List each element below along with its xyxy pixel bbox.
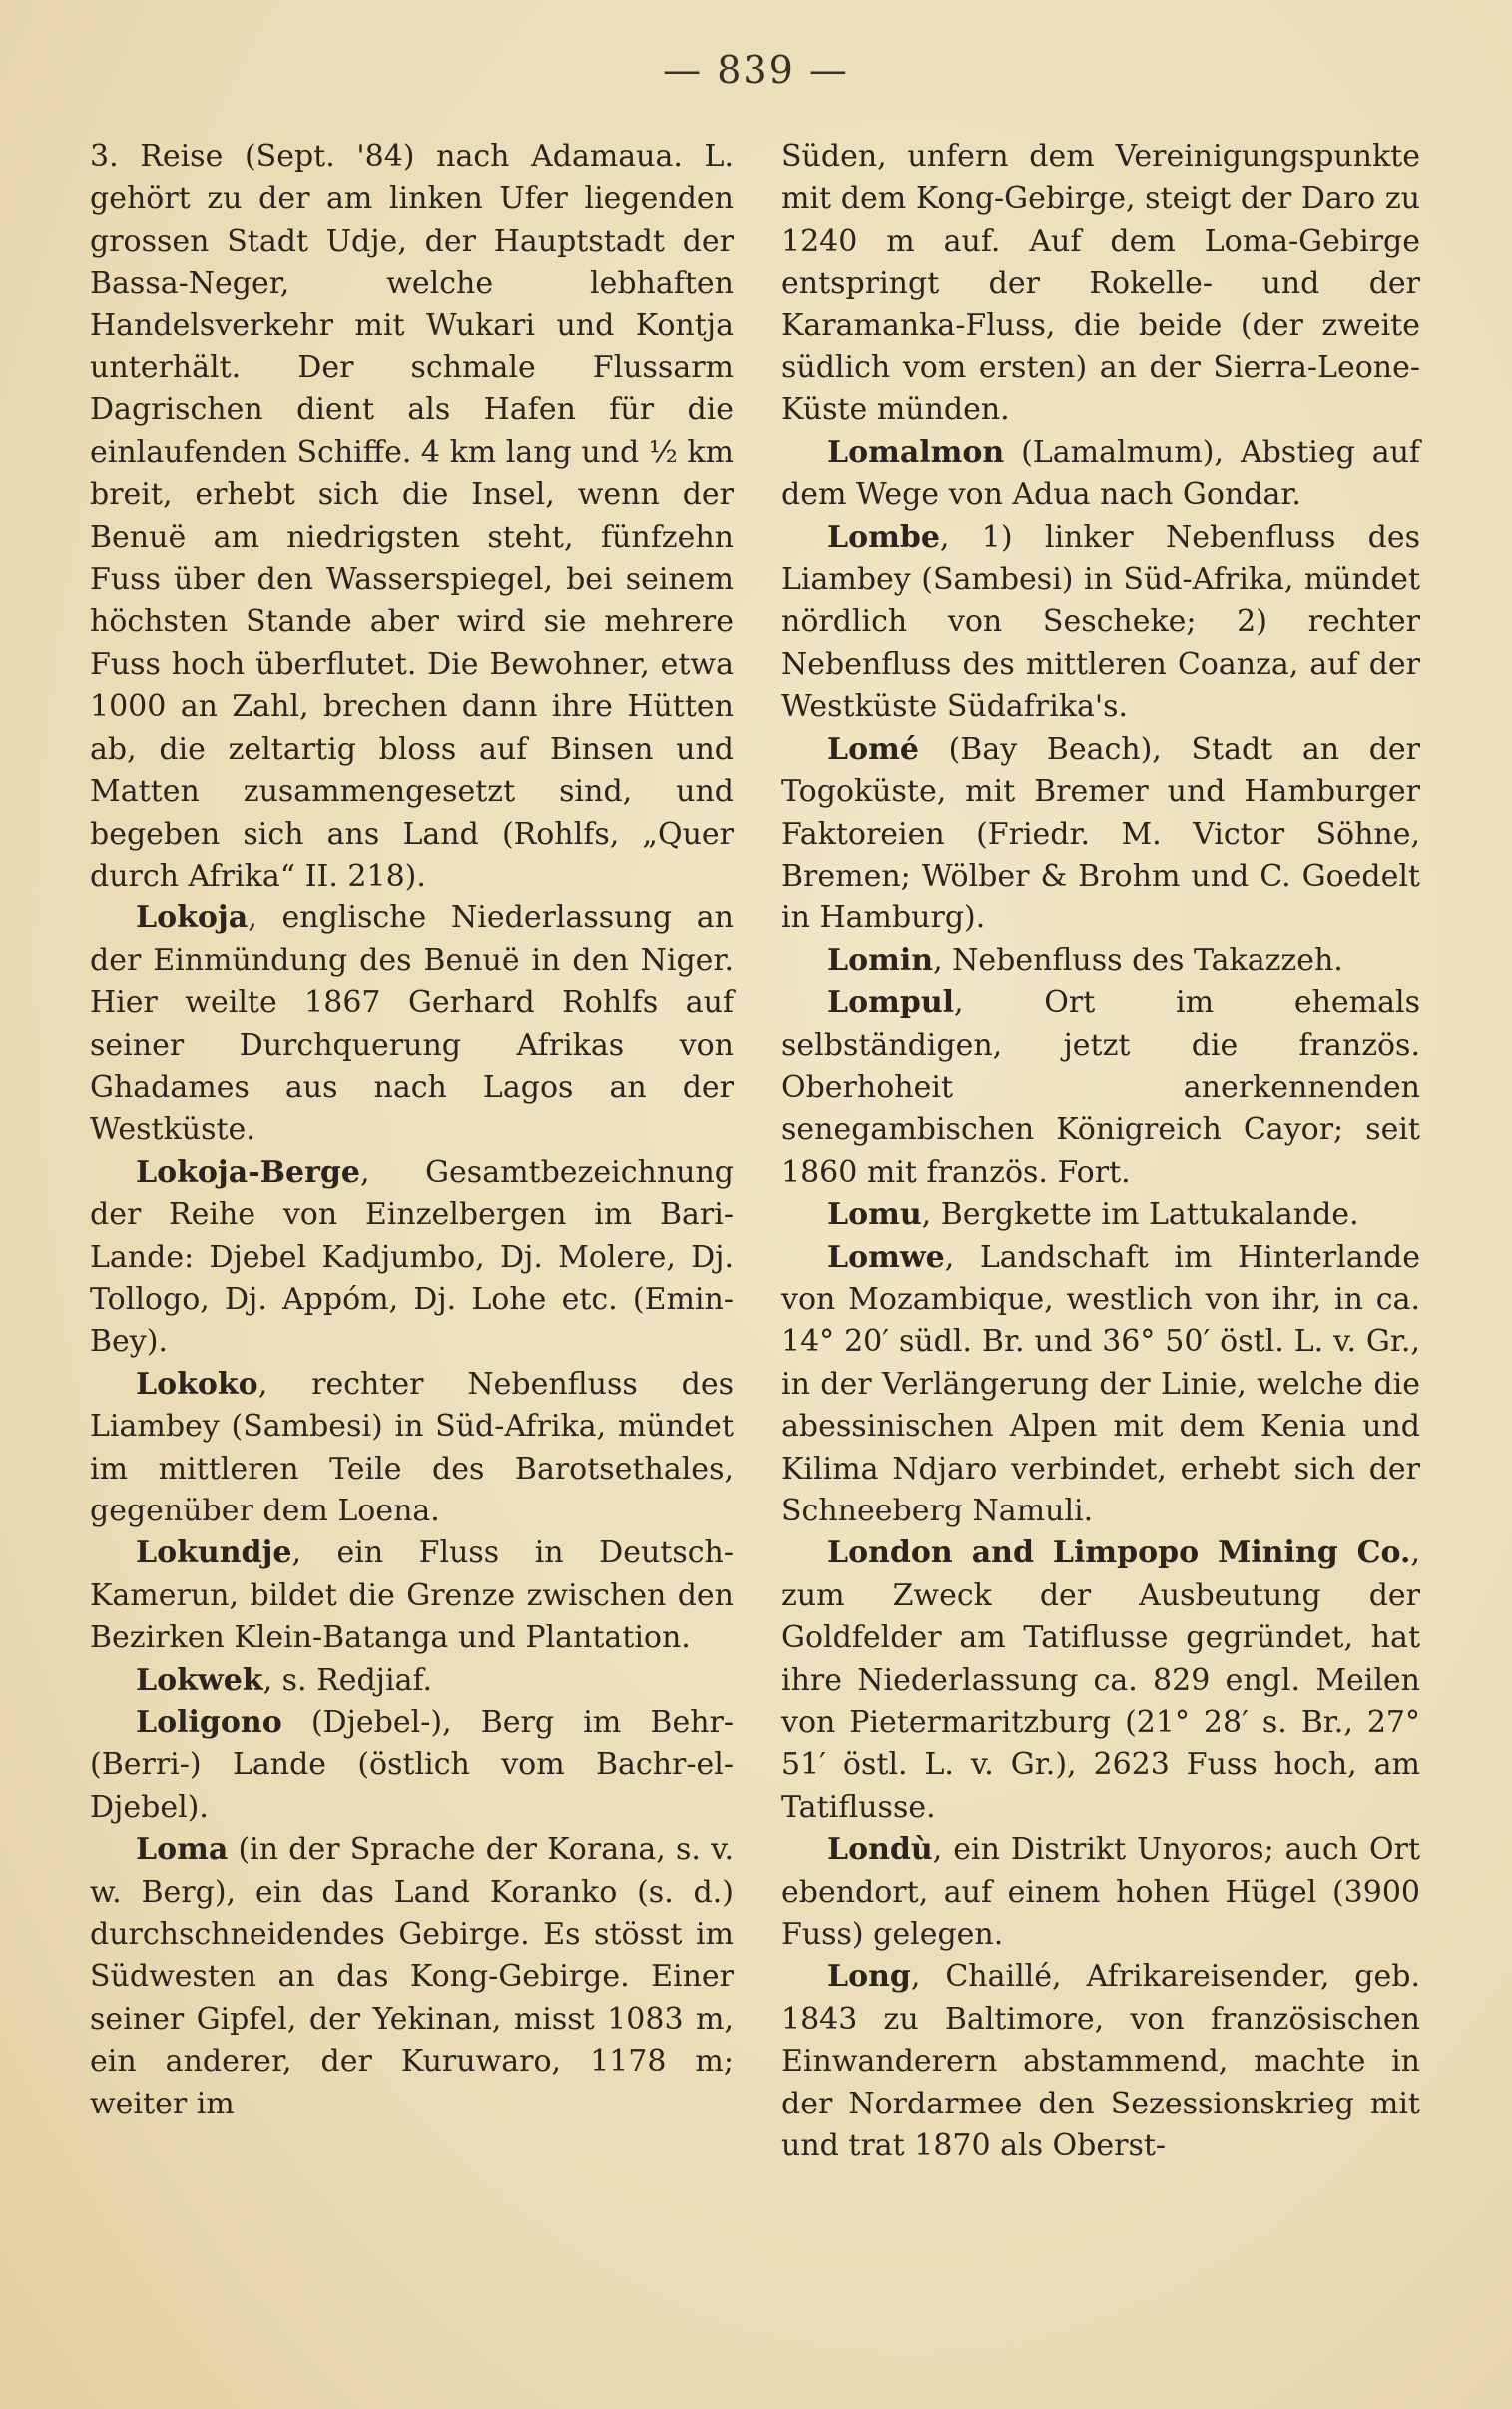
lemma: Lokoja bbox=[136, 901, 249, 936]
left-column bbox=[90, 136, 734, 2125]
entry-lomalmon: Lomalmon (Lamalmum), Abstieg auf dem Wege von Adua nach Gondar. bbox=[781, 434, 1420, 513]
lemma: Long bbox=[827, 1959, 911, 1995]
lemma: London and Limpopo Mining Co. bbox=[827, 1535, 1411, 1571]
right-column bbox=[781, 136, 1420, 2168]
entry-lokundje: Lokundje, ein Fluss in Deutsch-Kamerun, bildet die Grenze zwischen den Bezirken Klein-Batanga und Plantation. bbox=[90, 1535, 734, 1656]
entry-loligono: Loligono (Djebel-), Berg im Behr-(Berri-) Lande (östlich vom Bachr-el-Djebel). bbox=[90, 1705, 734, 1825]
lemma: Lomalmon bbox=[827, 434, 1005, 470]
entry-lompul: Lompul, Ort im ehemals selbständigen, jetzt die französ. Oberhoheit anerkennenden senegambischen Königreich Cayor; seit 1860 mit französ. Fort. bbox=[781, 985, 1420, 1190]
entry-lomwe: Lomwe, Landschaft im Hinterlande von Mozambique, westlich von ihr, in ca. 14° 20′ südl. Br. und 36° 50′ östl. L. v. Gr., in der Verlängerung der Linie, welche die abessinischen Alpen mit dem Kenia und Kilima Ndjaro verbindet, erhebt sich der Schneeberg Namuli. bbox=[781, 1239, 1420, 1528]
entry-lokoko: Lokoko, rechter Nebenfluss des Liambey (Sambesi) in Süd-Afrika, mündet im mittleren Teile des Barotsethales, gegenüber dem Loena. bbox=[90, 1366, 734, 1528]
entry-lokoja-berge: Lokoja-Berge, Gesamtbezeichnung der Reihe von Einzelbergen im Bari-Lande: Djebel Kadjumbo, Dj. Molere, Dj. Tollogo, Dj. Appóm, Dj. Lohe etc. (Emin-Bey). bbox=[90, 1154, 734, 1360]
lemma: Lokwek bbox=[136, 1662, 263, 1698]
entry-loma: Loma (in der Sprache der Korana, s. v. w. Berg), ein das Land Koranko (s. d.) durchschneidendes Gebirge. Es stösst im Südwesten an das Kong-Gebirge. Einer seiner Gipfel, der Yekinan, misst 1083 m, ein anderer, der Kuruwaro, 1178 m; weiter im bbox=[90, 1832, 734, 2121]
entry-lomu: Lomu, Bergkette im Lattukalande. bbox=[827, 1197, 1359, 1233]
lemma: Lompul bbox=[827, 985, 955, 1021]
entry-lome: Lomé (Bay Beach), Stadt an der Togoküste, mit Bremer und Hamburger Faktoreien (Friedr. M. Victor Söhne, Bremen; Wölber & Brohm und C. Goedelt in Hamburg). bbox=[781, 731, 1420, 936]
entry-lombe: Lombe, 1) linker Nebenfluss des Liambey (Sambesi) in Süd-Afrika, mündet nördlich von Sescheke; 2) rechter Nebenfluss des mittleren Coanza, auf der Westküste Südafrika's. bbox=[781, 519, 1420, 725]
entry-lomin: Lomin, Nebenfluss des Takazzeh. bbox=[827, 942, 1343, 978]
lemma: Lombe bbox=[827, 519, 940, 555]
lemma: Loligono bbox=[136, 1705, 282, 1741]
lemma: Lokoko bbox=[136, 1366, 258, 1402]
page-number: — 839 — bbox=[663, 48, 849, 92]
lemma: Lomin bbox=[827, 942, 934, 978]
entry-continuation: Süden, unfern dem Vereinigungspunkte mit dem Kong-Gebirge, steigt der Daro zu 1240 m auf. Auf dem Loma-Gebirge entspringt der Rokelle- und der Karamanka-Fluss, die beide (der zweite südlich vom ersten) an der Sierra-Leone-Küste münden. bbox=[781, 139, 1420, 428]
entry-lokoja: Lokoja, englische Niederlassung an der Einmündung des Benuë in den Niger. Hier weilte 1867 Gerhard Rohlfs auf seiner Durchquerung Afrikas von Ghadames aus nach Lagos an der Westküste. bbox=[90, 901, 734, 1148]
entry-lokwek: Lokwek, s. Redjiaf. bbox=[136, 1662, 433, 1698]
lemma: Loma bbox=[136, 1832, 229, 1868]
entry-londu: Londù, ein Distrikt Unyoros; auch Ort ebendort, auf einem hohen Hügel (3900 Fuss) gelegen. bbox=[781, 1832, 1420, 1953]
lemma: Lokundje bbox=[136, 1535, 292, 1571]
lemma: Lomé bbox=[827, 731, 919, 767]
entry-continuation: 3. Reise (Sept. '84) nach Adamaua. L. gehört zu der am linken Ufer liegenden grossen Stadt Udje, der Hauptstadt der Bassa-Neger, welche lebhaften Handelsverkehr mit Wukari und Kontja unterhält. Der schmale Flussarm Dagrischen dient als Hafen für die einlaufenden Schiffe. 4 km lang und ½ km breit, erhebt sich die Insel, wenn der Benuë am niedrigsten steht, fünfzehn Fuss über den Wasserspiegel, bei seinem höchsten Stande aber wird sie mehrere Fuss hoch überflutet. Die Bewohner, etwa 1000 an Zahl, brechen dann ihre Hütten ab, die zeltartig bloss auf Binsen und Matten zusammengesetzt sind, und begeben sich ans Land (Rohlfs, „Quer durch Afrika“ II. 218). bbox=[90, 139, 734, 894]
lemma: Lomu bbox=[827, 1197, 922, 1233]
entry-london-limpopo: London and Limpopo Mining Co., zum Zweck der Ausbeutung der Goldfelder am Tatiflusse gegründet, hat ihre Niederlassung ca. 829 engl. Meilen von Pietermaritzburg (21° 28′ s. Br., 27° 51′ östl. L. v. Gr.), 2623 Fuss hoch, am Tatiflusse. bbox=[781, 1535, 1420, 1825]
lemma: Lokoja-Berge bbox=[136, 1154, 360, 1190]
lemma: Londù bbox=[827, 1832, 933, 1868]
lemma: Lomwe bbox=[827, 1239, 945, 1275]
entry-long: Long, Chaillé, Afrikareisender, geb. 1843 zu Baltimore, von französischen Einwanderern abstammend, machte in der Nordarmee den Sezessionskrieg mit und trat 1870 als Oberst- bbox=[781, 1959, 1420, 2164]
